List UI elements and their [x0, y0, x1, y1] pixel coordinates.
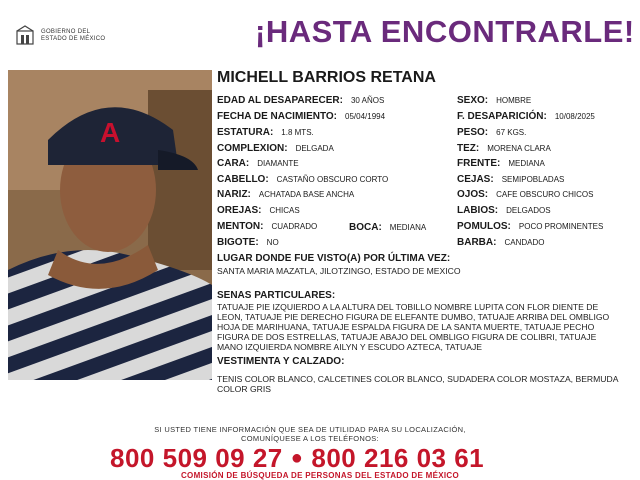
field-build: COMPLEXION: DELGADA	[217, 143, 334, 154]
field-hair: CABELLO: CASTAÑO OBSCURO CORTO	[217, 174, 389, 185]
field-ears: OREJAS: CHICAS	[217, 205, 300, 216]
field-face: CARA: DIAMANTE	[217, 158, 299, 169]
state-logo	[14, 24, 124, 48]
field-eyebrows: CEJAS: SEMIPOBLADAS	[457, 174, 565, 185]
separator-dot-icon: ●	[290, 447, 304, 469]
phone-2[interactable]: 800 216 03 61	[311, 443, 485, 473]
svg-text:A: A	[100, 117, 121, 148]
field-age: EDAD AL DESAPARECER: 30 AÑOS	[217, 95, 385, 106]
field-weight: PESO: 67 KGS.	[457, 127, 527, 138]
field-mustache: BIGOTE: NO	[217, 237, 279, 248]
coat-of-arms-icon	[14, 25, 36, 47]
commission-name: COMISIÓN DE BÚSQUEDA DE PERSONAS DEL ESTADO DE MÉXICO	[180, 471, 459, 480]
footer-note-2: COMUNÍQUESE A LOS TELÉFONOS:	[241, 434, 379, 443]
marks-label: SENAS PARTICULARES:	[217, 290, 336, 301]
field-mouth: BOCA: MEDIANA	[349, 222, 427, 233]
phone-numbers	[110, 443, 484, 474]
field-nose: NARIZ: ACHATADA BASE ANCHA	[217, 189, 355, 200]
footer-note-1: SI USTED TIENE INFORMACIÓN QUE SEA DE UTILIDAD PARA SU LOCALIZACIÓN,	[154, 425, 466, 434]
person-name: MICHELL BARRIOS RETANA	[217, 69, 436, 86]
field-lips: LABIOS: DELGADOS	[457, 205, 551, 216]
headline: ¡HASTA ENCONTRARLE!	[255, 14, 635, 49]
logo-line-1: GOBIERNO DEL	[41, 29, 91, 35]
marks-value: TATUAJE PIE IZQUIERDO A LA ALTURA DEL TOBILLO NOMBRE LUPITA CON FLOR DIENTE DE LEON, TATUAJE PIE DERECHO FIGURA DE ELEFANTE DUMBO, TATUAJE ARRIBA DEL OMBLIGO HOJA DE MARIHUANA, TATUAJE ESPALDA FIGURA DE LA SANTA MUERTE, TATUAJE PECHO FIGURA DE DOS ESTRELLAS, TATUAJE ABAJO DEL OMBLIGO FIGURA DE COLIBRI, TATUAJE MANO IZQUIERDA NOMBRE AILYN Y ESCUDO AZTECA, TATUAJE	[217, 302, 610, 352]
field-forehead: FRENTE: MEDIANA	[457, 158, 545, 169]
clothing-value: TENIS COLOR BLANCO, CALCETINES COLOR BLANCO, SUDADERA COLOR MOSTAZA, BERMUDA COLOR GRIS	[217, 374, 618, 394]
field-beard: BARBA: CANDADO	[457, 237, 545, 248]
last-seen-value: SANTA MARIA MAZATLA, JILOTZINGO, ESTADO DE MEXICO	[217, 266, 461, 276]
field-disappearance-date: F. DESAPARICIÓN: 10/08/2025	[457, 111, 595, 122]
field-chin: MENTON: CUADRADO	[217, 221, 318, 232]
phone-1[interactable]: 800 509 09 27	[110, 443, 283, 473]
field-eyes: OJOS: CAFE OBSCURO CHICOS	[457, 189, 594, 200]
field-sex: SEXO: HOMBRE	[457, 95, 532, 106]
field-cheekbones: POMULOS: POCO PROMINENTES	[457, 221, 604, 232]
person-photo	[8, 70, 212, 380]
last-seen-label: LUGAR DONDE FUE VISTO(A) POR ÚLTIMA VEZ:	[217, 253, 451, 264]
clothing-label: VESTIMENTA Y CALZADO:	[217, 356, 345, 367]
field-height: ESTATURA: 1.8 MTS.	[217, 127, 314, 138]
field-complexion: TEZ: MORENA CLARA	[457, 143, 551, 154]
logo-line-2: ESTADO DE MÉXICO	[41, 36, 106, 42]
field-birthdate: FECHA DE NACIMIENTO: 05/04/1994	[217, 111, 386, 122]
